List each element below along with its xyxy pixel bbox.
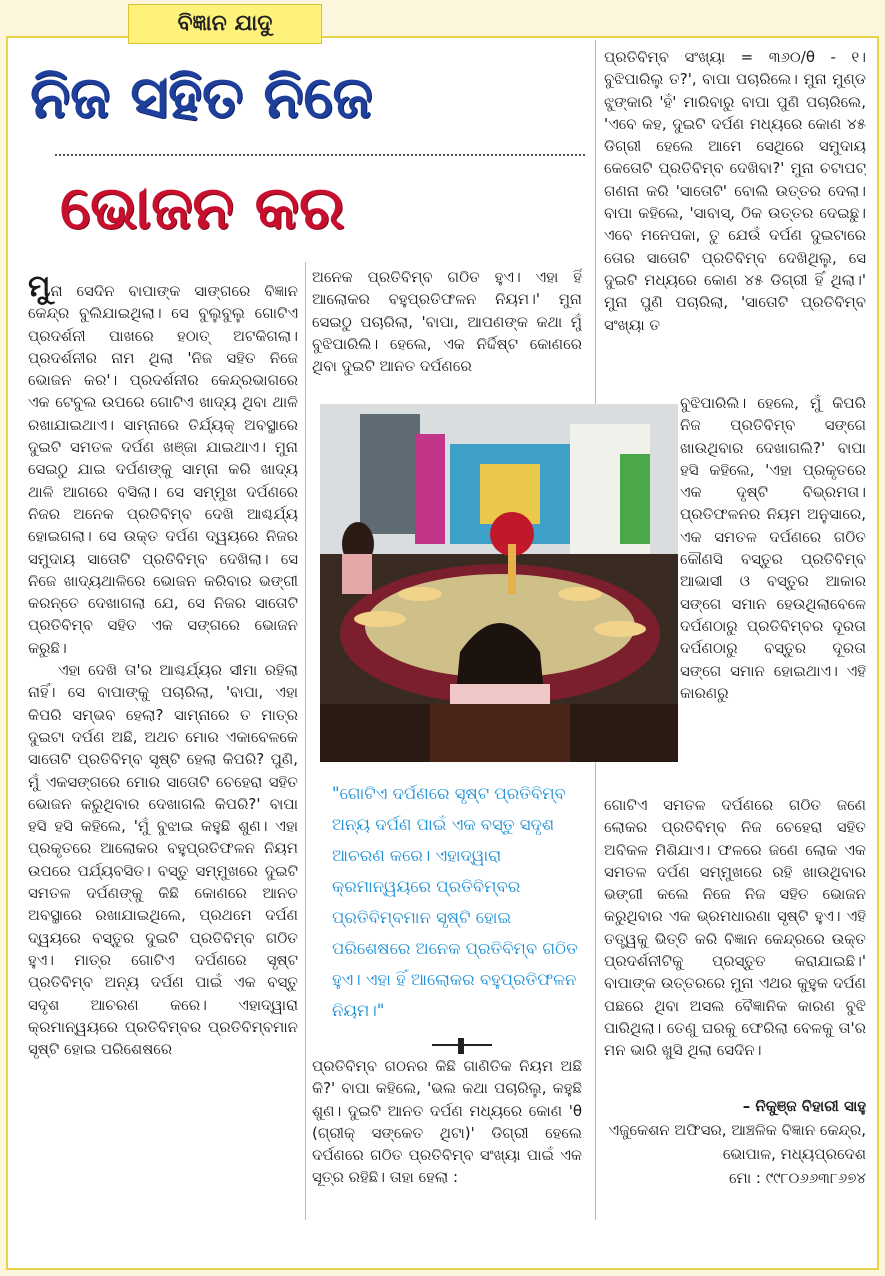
author-role: ଏଜୁକେଶନ ଅଫିସର, ଆଞ୍ଚଳିକ ବିଜ୍ଞାନ କେନ୍ଦ୍ର, ଭୋପାଳ, ମଧ୍ୟପ୍ରଦେଶ bbox=[608, 1121, 866, 1163]
article-paragraph: ଏହା ଦେଖି ତା'ର ଆଶ୍ଚର୍ଯ୍ୟର ସୀମା ରହିଲା ନାହିଁ। ସେ ବାପାଙ୍କୁ ପଚାରିଲା, 'ବାପା, ଏହା କିପରି ସମ୍ଭବ ହେଲା? ସାମ୍ନାରେ ତ ମାତ୍ର ଦୁଇଟା ଦର୍ପଣ ଅଛି, ଅଥଚ ମୋର ଏକାବେଳକେ ସାତୋଟି ପ୍ରତିବିମ୍ବ ସୃଷ୍ଟି ହେଲା କିପରି? ପୁଣି, ମୁଁ ଏକସଙ୍ଗରେ ମୋର ସାତୋଟି ଚେହେରା ସହିତ ଭୋଜନ କରୁଥିବାର ଦେଖାଗଲି କିପରି?' ବାପା ହସି ହସି କହିଲେ, 'ମୁଁ ବୁଝାଇ କହୁଛି ଶୁଣ। ଏହା ପ୍ରକୃତରେ ଆଲୋକର ବହୁପ୍ରତିଫଳନ ନିୟମ ଉପରେ ପର୍ଯ୍ୟବସିତ। ବସ୍ତୁ ସମ୍ମୁଖରେ ଦୁଇଟି ସମତଳ ଦର୍ପଣଙ୍କୁ କିଛି କୋଣରେ ଆନତ ଅବସ୍ଥାରେ ରଖାଯାଇଥିଲେ, ପ୍ରଥମେ ଦର୍ପଣ ଦ୍ୱୟରେ ବସ୍ତୁର ଦୁଇଟି ପ୍ରତିବିମ୍ବ ଗଠିତ ହୁଏ। ମାତ୍ର ଗୋଟିଏ ଦର୍ପଣରେ ସୃଷ୍ଟ ପ୍ରତିବିମ୍ବ ଅନ୍ୟ ଦର୍ପଣ ପାଇଁ ଏକ ବସ୍ତୁ ସଦୃଶ ଆଚରଣ କରେ। ଏହାଦ୍ୱାରା କ୍ରମାନ୍ୱୟରେ ପ୍ରତିବିମ୍ବର ପ୍ରତିବିମ୍ବମାନ ସୃଷ୍ଟି ହୋଇ ପରିଶେଷରେ bbox=[28, 661, 298, 1059]
author-name: – ନିକୁଞ୍ଜ ବିହାରୀ ସାହୁ bbox=[742, 1097, 866, 1115]
dropcap: ମୁ bbox=[28, 276, 51, 304]
author-phone: ମୋ : ୯୯୮୦୬୬୩୮୬୭୪ bbox=[728, 1169, 866, 1187]
article-paragraph bbox=[28, 276, 298, 659]
headline-line-2: ଭୋଜନ କର bbox=[60, 173, 345, 243]
article-column-2-top: ଅନେକ ପ୍ରତିବିମ୍ବ ଗଠିତ ହୁଏ। ଏହା ହିଁ ଆଲୋକର ବହୁପ୍ରତିଫଳନ ନିୟମ।' ମୁନା ସେଇଠୁ ପଚାରିଲା, 'ବାପା, ଆପଣଙ୍କ କଥା ମୁଁ ବୁଝିପାରିଲି। ହେଲେ, ଏକ ନିର୍ଦ୍ଦିଷ୍ଟ କୋଣରେ ଥିବା ଦୁଇଟି ଆନତ ଦର୍ପଣରେ bbox=[312, 268, 582, 376]
article-column-3-top: ପ୍ରତିବିମ୍ବ ସଂଖ୍ୟା = ୩୬୦/θ - ୧। ବୁଝିପାରିଲୁ ତ?', ବାପା ପଚାରିଲେ। ମୁନା ମୁଣ୍ଡ ଝୁଙ୍କାରି 'ହଁ' ମାରିବାରୁ ବାପା ପୁଣି ପଚାରିଲେ, 'ଏବେ କହ, ଦୁଇଟି ଦର୍ପଣ ମଧ୍ୟରେ କୋଣ ୪୫ ଡିଗ୍ରୀ ହେଲେ ଆମେ ସେଥିରେ ସମୁଦାୟ କେତୋଟି ପ୍ରତିବିମ୍ବ ଦେଖିବା?' ମୁନା ଚଟାପଟ୍ ଗଣନା କରି 'ସାତୋଟି' ବୋଲି ଉତ୍ତର ଦେଲା। ବାପା କହିଲେ, 'ସାବାସ୍, ଠିକ ଉତ୍ତର ଦେଇଛୁ। ଏବେ ମନେପକା, ତୁ ଯେଉଁ ଦର୍ପଣ ଦୁଇଟାରେ ତୋର ସାତୋଟି ପ୍ରତିବିମ୍ବ ଦେଖିଥିଲୁ, ସେ ଦୁଇଟି ମଧ୍ୟରେ କୋଣ ୪୫ ଡିଗ୍ରୀ ହିଁ ଥିଲା।' ମୁନା ପୁଣି ପଚାରିଲା, 'ସାତୋଟି ପ୍ରତିବିମ୍ବ ସଂଖ୍ୟା ତ bbox=[604, 48, 866, 334]
article-column-3-middle: ବୁଝିପାରିଲି। ହେଲେ, ମୁଁ କିପରି ନିଜ ପ୍ରତିବିମ୍ବ ସଙ୍ଗେ ଖାଉଥିବାର ଦେଖାଗଲି?' ବାପା ହସି କହିଲେ, 'ଏହା ପ୍ରକୃତରେ ଏକ ଦୃଷ୍ଟି ବିଭ୍ରମତା। ପ୍ରତିଫଳନର ନିୟମ ଅନୁସାରେ, ଏକ ସମତଳ ଦର୍ପଣରେ ଗଠିତ କୌଣସି ବସ୍ତୁର ପ୍ରତିବିମ୍ବ ଆଭାସୀ ଓ ବସ୍ତୁର ଆକାର ସଙ୍ଗେ ସମାନ ହେଉଥିଲାବେଳେ ଦର୍ପଣଠାରୁ ପ୍ରତିବିମ୍ବର ଦୂରତା ଦର୍ପଣଠାରୁ ବସ୍ତୁର ଦୂରତା ସଙ୍ଗେ ସମାନ ହୋଇଥାଏ। ଏହି କାରଣରୁ bbox=[680, 394, 866, 702]
paragraph-text: ନା ସେଦିନ ବାପାଙ୍କ ସାଙ୍ଗରେ ବିଜ୍ଞାନ କେନ୍ଦ୍ର ବୁଲିଯାଇଥିଲା। ସେ ବୁଲୁବୁଲୁ ଗୋଟିଏ ପ୍ରଦର୍ଶନୀ ପାଖରେ ହଠାତ୍ ଅଟକିଗଲା। ପ୍ରଦର୍ଶନୀର ନାମ ଥିଲା 'ନିଜ ସହିତ ନିଜେ ଭୋଜନ କର'। ପ୍ରଦର୍ଶନୀର କେନ୍ଦ୍ରଭାଗରେ ଏକ ଟେବୁଲ ଉପରେ ଗୋଟିଏ ଖାଦ୍ୟ ଥିବା ଥାଳି ରଖାଯାଇଥାଏ। ସାମ୍ନାରେ ତିର୍ଯ୍ୟକ୍ ଅବସ୍ଥାରେ ଦୁଇଟି ସମତଳ ଦର୍ପଣ ଖଞ୍ଜା ଯାଇଥାଏ। ମୁନା ସେଇଠୁ ଯାଇ ଦର୍ପଣଙ୍କୁ ସାମ୍ନା କରି ଖାଦ୍ୟ ଥାଳି ଆଗରେ ବସିଲା। ସେ ସମ୍ମୁଖ ଦର୍ପଣରେ ନିଜର ଅନେକ ପ୍ରତିବିମ୍ବ ଦେଖି ଆଶ୍ଚର୍ଯ୍ୟ ହୋଇଗଲା। ସେ ଉକ୍ତ ଦର୍ପଣ ଦ୍ୱୟରେ ନିଜର ସମୁଦାୟ ସାତୋଟି ପ୍ରତିବିମ୍ବ ଦେଖିଲା। ସେ ନିଜେ ଖାଦ୍ୟଥାଳିରେ ଭୋଜନ କରିବାର ଭଙ୍ଗୀ କରନ୍ତେ ଦେଖାଗଲା ଯେ, ସେ ନିଜର ସାତୋଟି ପ୍ରତିବିମ୍ବ ସହିତ ଏକ ସଙ୍ଗରେ ଭୋଜନ କରୁଛି। bbox=[28, 282, 298, 657]
pull-quote: "ଗୋଟିଏ ଦର୍ପଣରେ ସୃଷ୍ଟ ପ୍ରତିବିମ୍ବ ଅନ୍ୟ ଦର୍ପଣ ପାଇଁ ଏକ ବସ୍ତୁ ସଦୃଶ ଆଚରଣ କରେ। ଏହାଦ୍ୱାରା କ୍ରମାନ୍ୱୟରେ ପ୍ରତିବିମ୍ବର ପ୍ରତିବିମ୍ବମାନ ସୃଷ୍ଟି ହୋଇ ପରିଶେଷରେ ଅନେକ ପ୍ରତିବିମ୍ବ ଗଠିତ ହୁଏ। ଏହା ହିଁ ଆଲୋକର ବହୁପ୍ରତିଫଳନ ନିୟମ।" bbox=[332, 784, 578, 1020]
article-column-1 bbox=[28, 276, 298, 1216]
headline-line-1: ନିଜ ସହିତ ନିଜେ bbox=[30, 63, 373, 131]
column-rule bbox=[305, 262, 306, 1220]
exhibit-photo bbox=[320, 404, 678, 762]
article-column-2-bottom: ପ୍ରତିବିମ୍ବ ଗଠନର କିଛି ଗାଣିତିକ ନିୟମ ଅଛି କି?' ବାପା କହିଲେ, 'ଭଲ କଥା ପଚାରିଲୁ, କହୁଛି ଶୁଣ। ଦୁଇଟି ଆନତ ଦର୍ପଣ ମଧ୍ୟରେ କୋଣ 'θ (ଗ୍ରୀକ୍ ସଙ୍କେତ ଥିଟା)' ଡିଗ୍ରୀ ହେଲେ ଦର୍ପଣରେ ଗଠିତ ପ୍ରତିବିମ୍ବ ସଂଖ୍ୟା ପାଇଁ ଏକ ସୂତ୍ର ରହିଛି। ତାହା ହେଲା : bbox=[312, 1057, 582, 1187]
section-label: ବିଜ୍ଞାନ ଯାଦୁ bbox=[128, 4, 322, 44]
article-column-3-bottom: ଗୋଟିଏ ସମତଳ ଦର୍ପଣରେ ଗଠିତ ଜଣେ ଲୋକର ପ୍ରତିବିମ୍ବ ନିଜ ଚେହେରା ସହିତ ଅବିକଳ ମିଶିଯାଏ। ଫଳରେ ଜଣେ ଲୋକ ଏକ ସମତଳ ଦର୍ପଣ ସମ୍ମୁଖରେ ରହି ଖାଉଥିବାର ଭଙ୍ଗୀ କଲେ ନିଜେ ନିଜ ସହିତ ଭୋଜନ କରୁଥିବାର ଏକ ଭ୍ରମଧାରଣା ସୃଷ୍ଟି ହୁଏ। ଏହି ତତ୍ତ୍ୱକୁ ଭିତ୍ତି କରି ବିଜ୍ଞାନ କେନ୍ଦ୍ରରେ ଉକ୍ତ ପ୍ରଦର୍ଶନୀଟିକୁ ପ୍ରସ୍ତୁତ କରାଯାଇଛି।' ବାପାଙ୍କ ଉତ୍ତରରେ ମୁନା ଏଥର କୁହୁକ ଦର୍ପଣ ପଛରେ ଥିବା ଅସଲ ବୈଜ୍ଞାନିକ କାରଣ ବୁଝି ପାରିଥିଲା। ତେଣୁ ଘରକୁ ଫେରିଲା ବେଳକୁ ତା'ର ମନ ଭାରି ଖୁସି ଥିଲା ସେଦିନ। bbox=[604, 796, 866, 1060]
byline bbox=[604, 1094, 866, 1190]
quote-separator bbox=[432, 1044, 492, 1052]
headline-divider bbox=[55, 154, 585, 156]
